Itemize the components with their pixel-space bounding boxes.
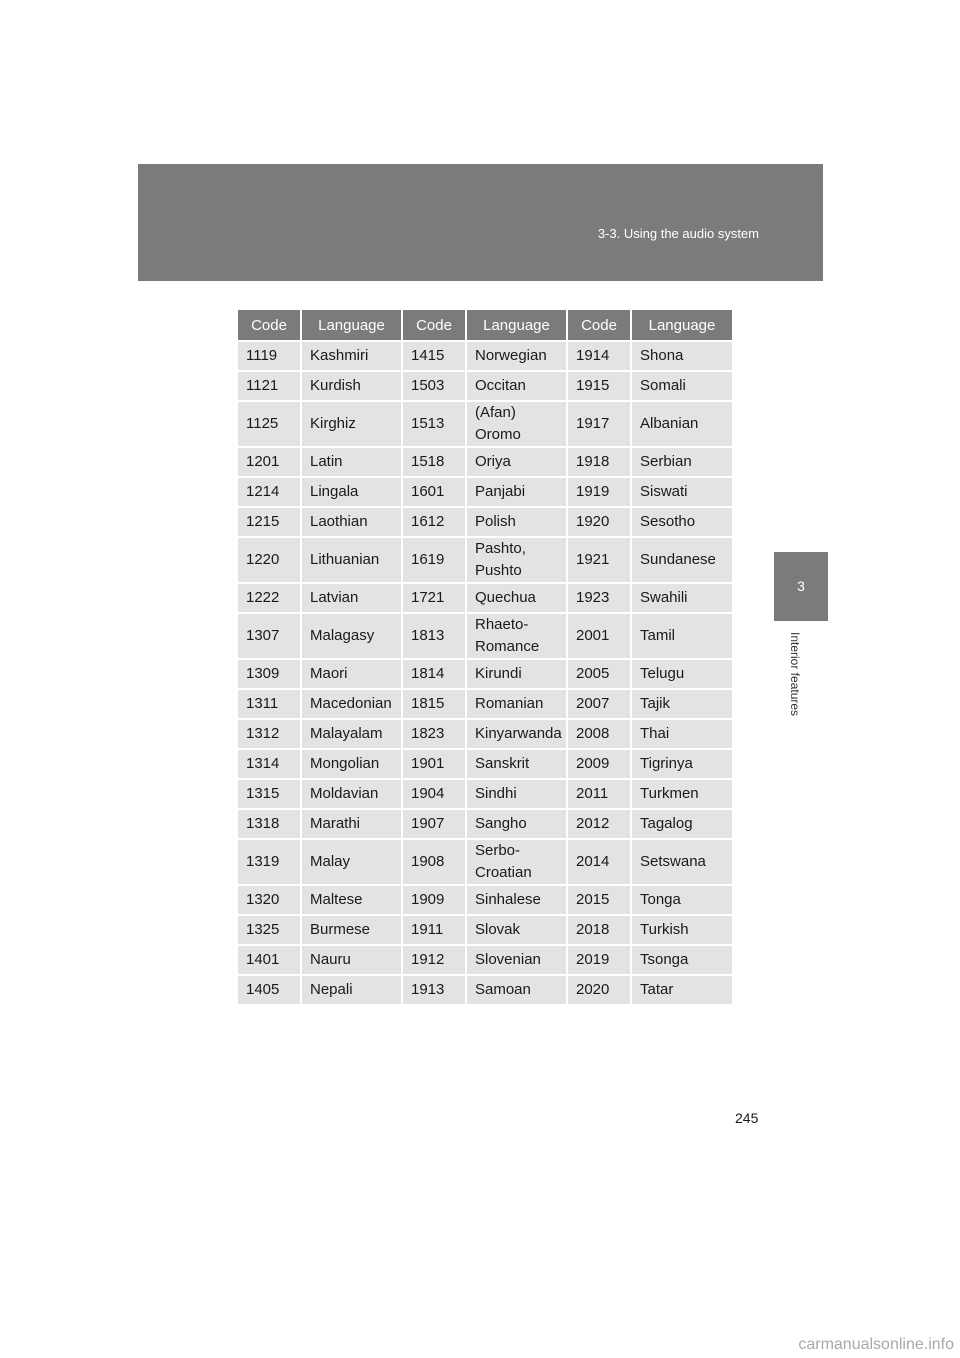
language-cell: Malagasy xyxy=(300,612,401,658)
code-cell: 2015 xyxy=(566,884,630,914)
code-cell: 1320 xyxy=(238,884,300,914)
code-cell: 1919 xyxy=(566,476,630,506)
code-cell: 1915 xyxy=(566,370,630,400)
table-row xyxy=(238,974,732,1004)
code-cell: 1220 xyxy=(238,536,300,582)
table-row xyxy=(238,370,732,400)
chapter-tab xyxy=(774,552,828,621)
language-cell: Latin xyxy=(300,446,401,476)
code-cell: 1315 xyxy=(238,778,300,808)
code-cell: 1319 xyxy=(238,838,300,884)
code-cell: 1513 xyxy=(401,400,465,446)
code-cell: 1518 xyxy=(401,446,465,476)
table-row xyxy=(238,612,732,658)
language-cell: Macedonian xyxy=(300,688,401,718)
table-row xyxy=(238,914,732,944)
language-cell: Sundanese xyxy=(630,536,732,582)
table-row xyxy=(238,944,732,974)
code-cell: 2008 xyxy=(566,718,630,748)
language-cell: Turkmen xyxy=(630,778,732,808)
table-row xyxy=(238,400,732,446)
language-cell: Sesotho xyxy=(630,506,732,536)
language-cell: Tagalog xyxy=(630,808,732,838)
page-number: 245 xyxy=(735,1110,759,1126)
code-cell: 1121 xyxy=(238,370,300,400)
code-cell: 1119 xyxy=(238,340,300,370)
code-cell: 1904 xyxy=(401,778,465,808)
header-bar xyxy=(138,164,823,281)
code-cell: 1405 xyxy=(238,974,300,1004)
code-cell: 1214 xyxy=(238,476,300,506)
code-cell: 1907 xyxy=(401,808,465,838)
language-code-table xyxy=(238,310,732,1004)
table-row xyxy=(238,536,732,582)
code-cell: 1201 xyxy=(238,446,300,476)
language-cell: Serbian xyxy=(630,446,732,476)
language-cell: Tigrinya xyxy=(630,748,732,778)
language-cell: Oriya xyxy=(465,446,566,476)
language-cell: Slovenian xyxy=(465,944,566,974)
watermark: carmanualsonline.info xyxy=(798,1336,954,1353)
table-header-row xyxy=(238,310,732,340)
language-cell: Turkish xyxy=(630,914,732,944)
code-cell: 1222 xyxy=(238,582,300,612)
table-row xyxy=(238,658,732,688)
code-cell: 1314 xyxy=(238,748,300,778)
code-cell: 1917 xyxy=(566,400,630,446)
table-row xyxy=(238,476,732,506)
code-cell: 1913 xyxy=(401,974,465,1004)
language-cell: Setswana xyxy=(630,838,732,884)
code-cell: 1813 xyxy=(401,612,465,658)
table-row xyxy=(238,688,732,718)
code-cell: 1401 xyxy=(238,944,300,974)
chapter-number: 3 xyxy=(797,578,805,594)
code-cell: 2007 xyxy=(566,688,630,718)
section-title: 3-3. Using the audio system xyxy=(597,226,759,241)
code-cell: 1814 xyxy=(401,658,465,688)
language-cell: Slovak xyxy=(465,914,566,944)
language-cell: Occitan xyxy=(465,370,566,400)
code-cell: 1312 xyxy=(238,718,300,748)
table-row xyxy=(238,838,732,884)
language-cell: Swahili xyxy=(630,582,732,612)
code-cell: 1908 xyxy=(401,838,465,884)
language-cell: Quechua xyxy=(465,582,566,612)
language-cell: Lithuanian xyxy=(300,536,401,582)
code-cell: 2014 xyxy=(566,838,630,884)
language-cell: Kashmiri xyxy=(300,340,401,370)
language-cell: Malay xyxy=(300,838,401,884)
language-cell: Tajik xyxy=(630,688,732,718)
column-header: Language xyxy=(630,310,732,340)
language-cell: Polish xyxy=(465,506,566,536)
table-row xyxy=(238,884,732,914)
code-cell: 1309 xyxy=(238,658,300,688)
language-cell: Kirundi xyxy=(465,658,566,688)
language-cell: Samoan xyxy=(465,974,566,1004)
language-cell: Panjabi xyxy=(465,476,566,506)
language-cell: Latvian xyxy=(300,582,401,612)
column-header: Language xyxy=(300,310,401,340)
table-row xyxy=(238,778,732,808)
table-row xyxy=(238,808,732,838)
table-row xyxy=(238,718,732,748)
language-cell: Romanian xyxy=(465,688,566,718)
language-cell: Rhaeto- Romance xyxy=(465,612,566,658)
code-cell: 2020 xyxy=(566,974,630,1004)
code-cell: 1415 xyxy=(401,340,465,370)
language-cell: Sindhi xyxy=(465,778,566,808)
chapter-label: Interior features xyxy=(788,632,802,717)
column-header: Code xyxy=(566,310,630,340)
language-cell: Norwegian xyxy=(465,340,566,370)
code-cell: 1901 xyxy=(401,748,465,778)
code-cell: 2019 xyxy=(566,944,630,974)
language-cell: Kurdish xyxy=(300,370,401,400)
code-cell: 1307 xyxy=(238,612,300,658)
language-cell: Moldavian xyxy=(300,778,401,808)
code-cell: 1721 xyxy=(401,582,465,612)
language-cell: Sanskrit xyxy=(465,748,566,778)
code-cell: 2011 xyxy=(566,778,630,808)
code-cell: 1318 xyxy=(238,808,300,838)
language-cell: Thai xyxy=(630,718,732,748)
language-cell: Laothian xyxy=(300,506,401,536)
code-cell: 1619 xyxy=(401,536,465,582)
code-cell: 1215 xyxy=(238,506,300,536)
language-cell: Serbo- Croatian xyxy=(465,838,566,884)
code-cell: 1503 xyxy=(401,370,465,400)
table-row xyxy=(238,748,732,778)
language-cell: Malayalam xyxy=(300,718,401,748)
table-row xyxy=(238,446,732,476)
table-row xyxy=(238,340,732,370)
language-cell: Lingala xyxy=(300,476,401,506)
language-cell: Tamil xyxy=(630,612,732,658)
language-cell: Sangho xyxy=(465,808,566,838)
language-cell: Sinhalese xyxy=(465,884,566,914)
code-cell: 1912 xyxy=(401,944,465,974)
column-header: Code xyxy=(401,310,465,340)
language-cell: Marathi xyxy=(300,808,401,838)
code-cell: 2001 xyxy=(566,612,630,658)
language-cell: Mongolian xyxy=(300,748,401,778)
code-cell: 2012 xyxy=(566,808,630,838)
language-cell: Siswati xyxy=(630,476,732,506)
language-cell: Tsonga xyxy=(630,944,732,974)
language-cell: Burmese xyxy=(300,914,401,944)
language-cell: (Afan) Oromo xyxy=(465,400,566,446)
code-cell: 1601 xyxy=(401,476,465,506)
table-row xyxy=(238,506,732,536)
language-cell: Tonga xyxy=(630,884,732,914)
code-cell: 1311 xyxy=(238,688,300,718)
code-cell: 1914 xyxy=(566,340,630,370)
code-cell: 2018 xyxy=(566,914,630,944)
language-cell: Telugu xyxy=(630,658,732,688)
column-header: Code xyxy=(238,310,300,340)
table-body xyxy=(238,340,732,1004)
language-cell: Nauru xyxy=(300,944,401,974)
language-cell: Tatar xyxy=(630,974,732,1004)
language-cell: Somali xyxy=(630,370,732,400)
language-cell: Albanian xyxy=(630,400,732,446)
code-cell: 1815 xyxy=(401,688,465,718)
language-cell: Maltese xyxy=(300,884,401,914)
code-cell: 1909 xyxy=(401,884,465,914)
code-cell: 1921 xyxy=(566,536,630,582)
table-row xyxy=(238,582,732,612)
column-header: Language xyxy=(465,310,566,340)
language-cell: Nepali xyxy=(300,974,401,1004)
code-cell: 1920 xyxy=(566,506,630,536)
code-cell: 1911 xyxy=(401,914,465,944)
code-cell: 1325 xyxy=(238,914,300,944)
language-cell: Kirghiz xyxy=(300,400,401,446)
code-cell: 2005 xyxy=(566,658,630,688)
code-cell: 1823 xyxy=(401,718,465,748)
language-cell: Maori xyxy=(300,658,401,688)
language-cell: Kinyarwanda xyxy=(465,718,566,748)
code-cell: 1612 xyxy=(401,506,465,536)
language-cell: Shona xyxy=(630,340,732,370)
code-cell: 1125 xyxy=(238,400,300,446)
code-cell: 1918 xyxy=(566,446,630,476)
code-cell: 2009 xyxy=(566,748,630,778)
language-cell: Pashto, Pushto xyxy=(465,536,566,582)
code-cell: 1923 xyxy=(566,582,630,612)
